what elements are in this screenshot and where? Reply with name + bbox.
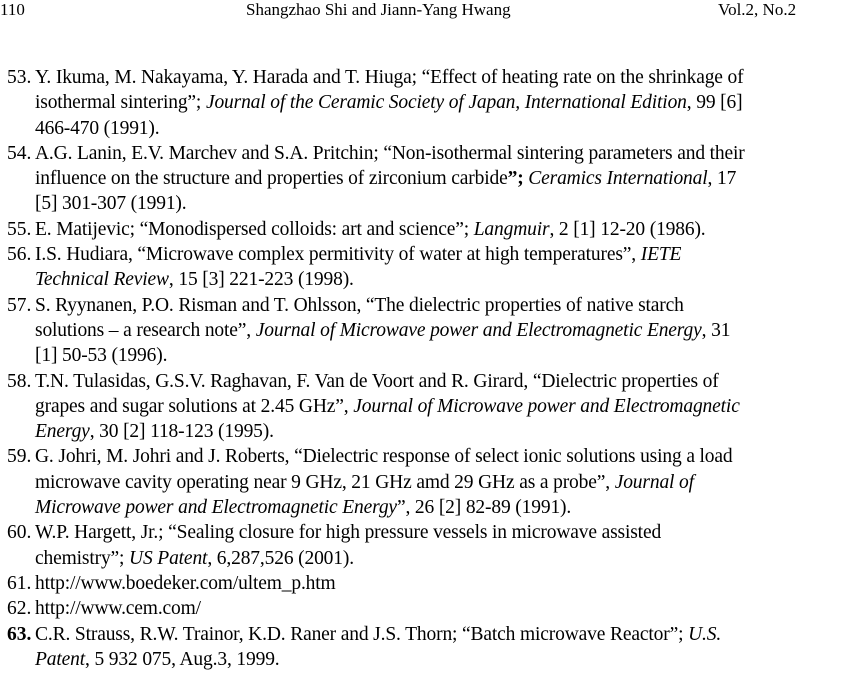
reference-line xyxy=(35,318,867,343)
reference-item xyxy=(0,571,867,596)
reference-line xyxy=(35,495,867,520)
reference-line xyxy=(35,217,867,242)
reference-text: E. Matijevic; “Monodispersed colloids: art and science”; xyxy=(35,218,474,240)
reference-source: Technical Review xyxy=(35,269,169,291)
reference-source: Microwave power and Electromagnetic Energy xyxy=(35,497,397,519)
reference-line xyxy=(35,520,867,545)
reference-source: Energy xyxy=(35,421,90,443)
reference-line xyxy=(35,394,867,419)
reference-line xyxy=(35,419,867,444)
reference-number: 57. xyxy=(7,294,32,316)
reference-item xyxy=(0,217,867,242)
reference-line xyxy=(35,116,867,141)
reference-text: W.P. Hargett, Jr.; “Sealing closure for high pressure vessels in microwave assisted xyxy=(35,522,662,544)
reference-text: , 2 [1] 12-20 (1986). xyxy=(549,218,706,240)
reference-number: 54. xyxy=(7,142,32,164)
reference-text: , 5 932 075, Aug.3, 1999. xyxy=(85,648,280,670)
reference-line xyxy=(35,343,867,368)
reference-line xyxy=(35,267,867,292)
reference-item xyxy=(0,622,867,673)
reference-text: ”; xyxy=(507,168,524,190)
reference-text: 466-470 (1991). xyxy=(35,117,160,139)
reference-text: , 99 [6] xyxy=(686,92,743,114)
reference-source: IETE xyxy=(640,244,682,266)
reference-text: S. Ryynanen, P.O. Risman and T. Ohlsson, “The dielectric properties of native starch xyxy=(35,294,684,316)
reference-item xyxy=(0,242,867,293)
reference-item xyxy=(0,444,867,520)
reference-line xyxy=(35,242,867,267)
reference-number: 62. xyxy=(7,598,32,620)
reference-source: Journal of Microwave power and Electromagnetic xyxy=(353,395,740,417)
reference-text: microwave cavity operating near 9 GHz, 21 GHz amd 29 GHz as a probe”, xyxy=(35,471,615,493)
reference-source: US Patent xyxy=(129,547,208,569)
reference-text: I.S. Hudiara, “Microwave complex permitivity of water at high temperatures”, xyxy=(35,244,641,266)
running-header-volume: Vol.2, No.2 xyxy=(718,0,797,19)
reference-number: 56. xyxy=(7,244,32,266)
reference-number: 63. xyxy=(7,623,32,645)
reference-text: grapes and sugar solutions at 2.45 GHz”, xyxy=(35,395,354,417)
reference-text: , 6,287,526 (2001). xyxy=(207,547,354,569)
reference-line xyxy=(35,369,867,394)
reference-line xyxy=(35,444,867,469)
reference-text: [5] 301-307 (1991). xyxy=(35,193,187,215)
reference-item xyxy=(0,520,867,571)
reference-line xyxy=(35,90,867,115)
reference-text: G. Johri, M. Johri and J. Roberts, “Dielectric response of select ionic solutions using a load xyxy=(35,446,733,468)
reference-text: , 30 [2] 118-123 (1995). xyxy=(89,421,274,443)
reference-text: , 17 xyxy=(707,168,737,190)
reference-line xyxy=(35,546,867,571)
reference-item xyxy=(0,596,867,621)
reference-line xyxy=(35,470,867,495)
reference-url[interactable]: http://www.cem.com/ xyxy=(35,598,201,620)
reference-line xyxy=(35,293,867,318)
reference-line xyxy=(35,571,867,596)
reference-list xyxy=(0,65,867,672)
reference-line xyxy=(35,191,867,216)
reference-source: Journal of the Ceramic Society of Japan, International Edition xyxy=(205,92,687,114)
reference-url[interactable]: http://www.boedeker.com/ultem_p.htm xyxy=(35,572,336,594)
reference-source: Journal of Microwave power and Electromagnetic Energy xyxy=(255,319,702,341)
reference-source: U.S. xyxy=(688,623,722,645)
reference-text: Y. Ikuma, M. Nakayama, Y. Harada and T. Hiuga; “Effect of heating rate on the shrinkage of xyxy=(35,67,744,88)
reference-line xyxy=(35,622,867,647)
reference-item xyxy=(0,65,867,141)
reference-text: ”, 26 [2] 82-89 (1991). xyxy=(396,497,572,519)
reference-text: isothermal sintering”; xyxy=(35,92,206,114)
reference-line xyxy=(35,647,867,672)
reference-line xyxy=(35,596,867,621)
reference-text: [1] 50-53 (1996). xyxy=(35,345,168,367)
reference-number: 58. xyxy=(7,370,32,392)
reference-line xyxy=(35,166,867,191)
reference-number: 61. xyxy=(7,572,32,594)
reference-source: Journal of xyxy=(614,471,694,493)
page-number: 110 xyxy=(0,0,25,19)
reference-item xyxy=(0,369,867,445)
reference-source: Langmuir xyxy=(473,218,550,240)
reference-text: solutions – a research note”, xyxy=(35,319,256,341)
reference-number: 60. xyxy=(7,522,32,544)
reference-line xyxy=(35,65,867,90)
reference-text: A.G. Lanin, E.V. Marchev and S.A. Pritchin; “Non-isothermal sintering parameters and their xyxy=(35,142,745,164)
reference-text: C.R. Strauss, R.W. Trainor, K.D. Raner and J.S. Thorn; “Batch microwave Reactor”; xyxy=(35,623,689,645)
reference-source: Patent xyxy=(35,648,86,670)
reference-number: 59. xyxy=(7,446,32,468)
reference-text: , 31 xyxy=(701,319,731,341)
reference-item xyxy=(0,141,867,217)
reference-line xyxy=(35,141,867,166)
reference-number: 53. xyxy=(7,67,32,88)
reference-source: Ceramics International xyxy=(528,168,708,190)
reference-text: T.N. Tulasidas, G.S.V. Raghavan, F. Van de Voort and R. Girard, “Dielectric properties of xyxy=(35,370,719,392)
reference-text: , 15 [3] 221-223 (1998). xyxy=(168,269,354,291)
reference-item xyxy=(0,293,867,369)
reference-number: 55. xyxy=(7,218,32,240)
reference-text: chemistry”; xyxy=(35,547,130,569)
running-header-authors: Shangzhao Shi and Jiann-Yang Hwang xyxy=(246,0,511,19)
reference-text: influence on the structure and properties of zirconium carbide xyxy=(35,168,508,190)
